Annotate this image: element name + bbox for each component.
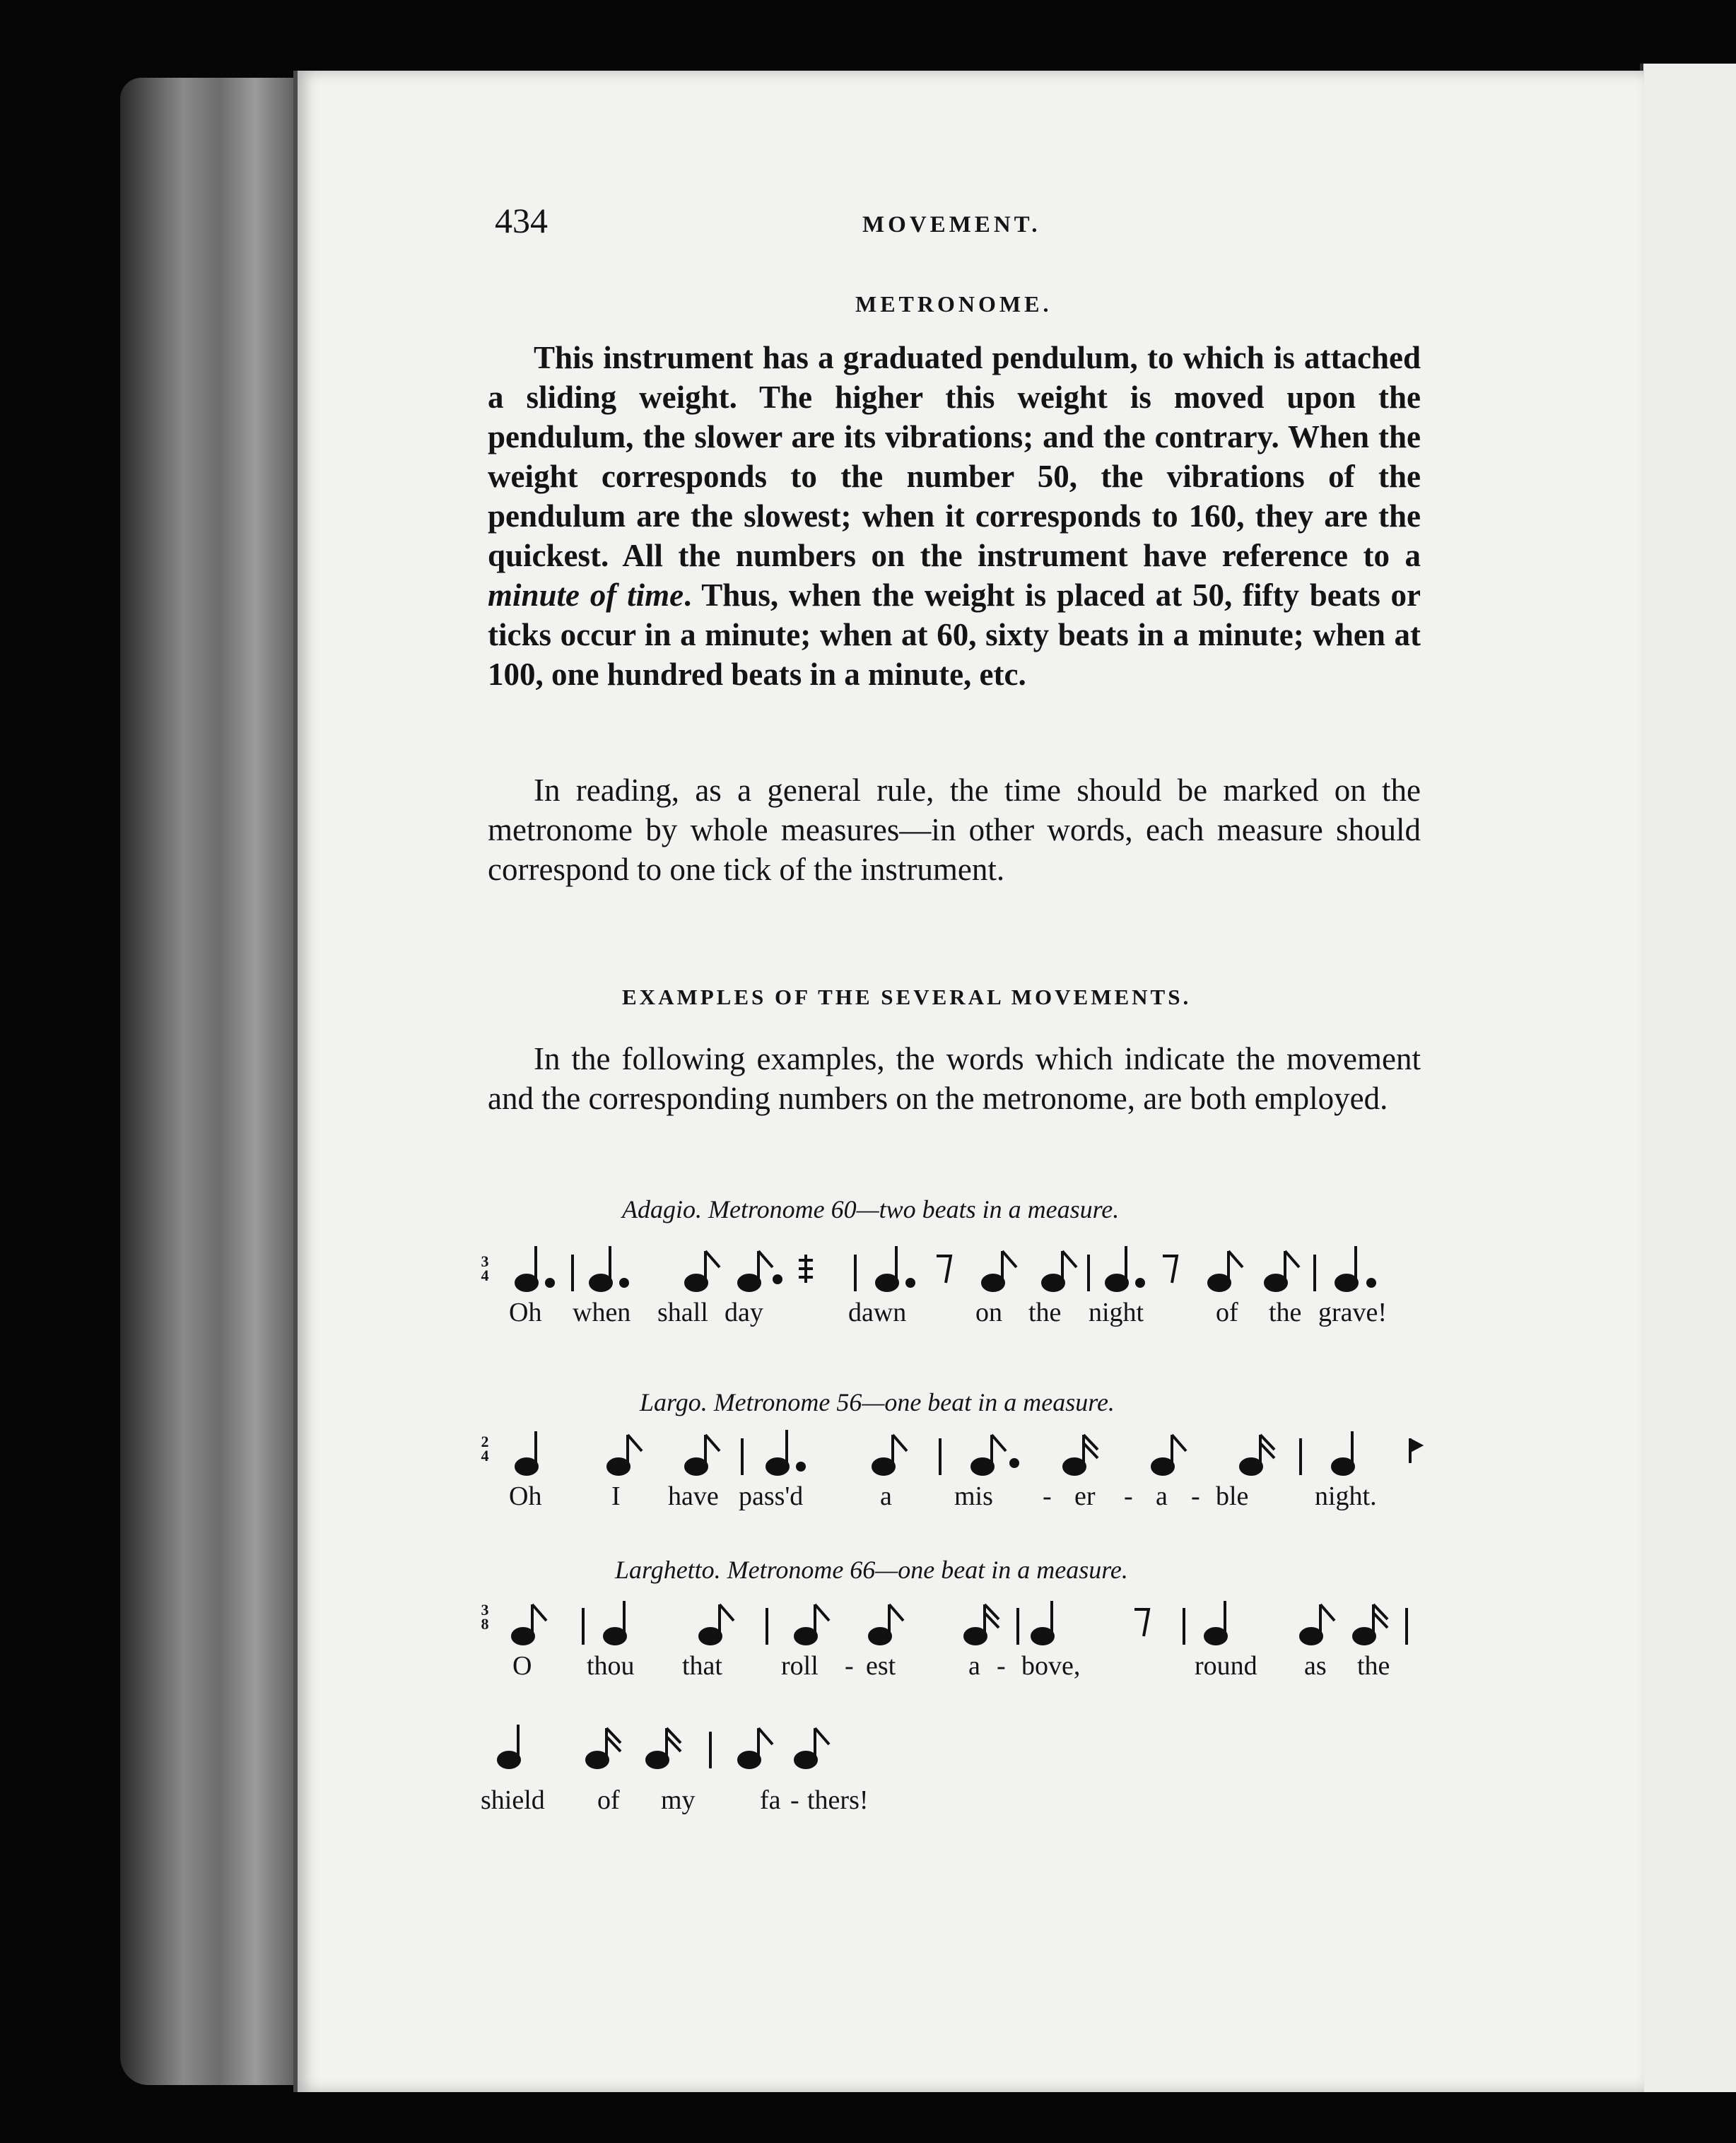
lyric-syllable: my xyxy=(661,1785,696,1815)
lyric-syllable: when xyxy=(573,1298,631,1327)
lyric-syllable: night. xyxy=(1315,1481,1377,1511)
lyric-syllable: fa xyxy=(760,1785,781,1815)
lyric-syllable: mis xyxy=(954,1481,993,1511)
paragraph-metronome-description: This instrument has a graduated pendulum, to which is attached a sliding weight. The higher this weight is moved upon the pendulum, the slower are its vibrations; and the contrary. When the weight corresponds to the number 50, the vibrations of the pendulum are the slowest; when it corresponds to 160, they are the quickest. All the numbers on the instrument have reference to a minute of time. Thus, when the weight is placed at 50, fifty beats or ticks occur in a minute; when at 60, sixty beats in a minute; when at 100, one hundred beats in a minute, etc. xyxy=(488,340,1421,692)
lyric-syllable: night xyxy=(1089,1298,1144,1327)
lyric-syllable: a xyxy=(968,1651,980,1681)
lyric-syllable: round xyxy=(1195,1651,1257,1681)
note xyxy=(972,1435,1018,1474)
lyric-syllable: est xyxy=(866,1651,896,1681)
lyric-syllable: thers! xyxy=(807,1785,869,1815)
note xyxy=(873,1435,907,1474)
note xyxy=(516,1246,553,1291)
lyric-syllable: ble xyxy=(1216,1481,1249,1511)
time-sig-top: 3 xyxy=(481,1252,489,1270)
note xyxy=(767,1430,804,1474)
time-sig-bottom: 4 xyxy=(481,1447,489,1464)
note xyxy=(1410,1438,1421,1463)
note xyxy=(937,1256,951,1283)
lyrics-larghetto xyxy=(495,1650,1435,1686)
facing-page-edge xyxy=(1640,64,1736,2092)
lyric-syllable: O xyxy=(512,1651,532,1681)
example-caption-larghetto: Larghetto. Metronome 66—one beat in a measure. xyxy=(615,1556,1128,1584)
lyric-syllable: have xyxy=(668,1481,719,1511)
lyric-syllable: on xyxy=(975,1298,1002,1327)
note xyxy=(590,1246,628,1291)
note xyxy=(498,1725,520,1768)
time-sig-top: 2 xyxy=(481,1433,489,1450)
lyric-syllable: of xyxy=(597,1785,620,1815)
lyric-syllable: the xyxy=(1269,1298,1302,1327)
rhythm-notation-larghetto-continued xyxy=(452,1718,947,1774)
note xyxy=(516,1431,537,1474)
lyric-syllable: a xyxy=(1156,1481,1168,1511)
lyric-syllable: day xyxy=(725,1298,763,1327)
lyric-syllable: shall xyxy=(657,1298,708,1327)
example-caption-adagio: Adagio. Metronome 60—two beats in a measure. xyxy=(622,1195,1120,1223)
note xyxy=(739,1251,781,1291)
note xyxy=(604,1601,626,1644)
note xyxy=(1205,1601,1226,1644)
note xyxy=(983,1251,1016,1291)
rhythm-notation-largo xyxy=(495,1424,1435,1481)
time-sig-bottom: 4 xyxy=(481,1267,489,1284)
paragraph-reading-rule: In reading, as a general rule, the time should be marked on the metronome by whole measures—in other words, each measure should correspond to one tick of the instrument. xyxy=(488,773,1421,887)
note xyxy=(869,1604,903,1644)
note xyxy=(799,1255,813,1283)
note xyxy=(965,1604,999,1644)
note xyxy=(1265,1251,1299,1291)
lyric-syllable: the xyxy=(1028,1298,1062,1327)
lyric-syllable: Oh xyxy=(509,1481,542,1511)
note xyxy=(1032,1601,1053,1644)
note xyxy=(608,1435,642,1474)
note xyxy=(686,1435,720,1474)
lyric-syllable: Oh xyxy=(509,1298,542,1327)
rhythm-notation-adagio xyxy=(495,1240,1435,1297)
time-signature-2-4 xyxy=(478,1435,492,1463)
lyric-syllable: pass'd xyxy=(739,1481,804,1511)
time-sig-bottom: 8 xyxy=(481,1615,489,1633)
lyric-syllable: shield xyxy=(481,1785,545,1815)
lyric-syllable: grave! xyxy=(1318,1298,1388,1327)
note xyxy=(1134,1609,1149,1636)
note xyxy=(795,1728,829,1768)
time-sig-top: 3 xyxy=(481,1601,489,1619)
note xyxy=(1152,1435,1186,1474)
note xyxy=(1241,1435,1274,1474)
section-title: METRONOME. xyxy=(855,291,1052,317)
note xyxy=(1301,1604,1335,1644)
lyric-syllable: dawn xyxy=(848,1298,907,1327)
lyrics-largo xyxy=(495,1481,1435,1516)
note xyxy=(1163,1256,1177,1283)
note xyxy=(1354,1604,1388,1644)
lyric-syllable: - xyxy=(790,1785,799,1815)
lyric-syllable: I xyxy=(611,1481,621,1511)
note xyxy=(1209,1251,1243,1291)
lyric-syllable: thou xyxy=(587,1651,635,1681)
lyric-syllable: roll xyxy=(781,1651,819,1681)
lyric-syllable: of xyxy=(1216,1298,1238,1327)
running-head: MOVEMENT. xyxy=(862,212,1041,237)
note xyxy=(647,1728,681,1768)
lyrics-larghetto-continued xyxy=(452,1785,947,1820)
note xyxy=(1064,1435,1098,1474)
lyric-syllable: that xyxy=(682,1651,722,1681)
note xyxy=(1332,1431,1354,1474)
lyric-syllable: as xyxy=(1304,1651,1327,1681)
note xyxy=(686,1251,720,1291)
lyric-syllable: the xyxy=(1357,1651,1390,1681)
note xyxy=(1043,1251,1077,1291)
time-signature-3-8 xyxy=(478,1603,492,1631)
time-signature-3-4 xyxy=(478,1252,492,1284)
page-number: 434 xyxy=(495,201,548,240)
paragraph-examples-intro: In the following examples, the words which indicate the movement and the corresponding numbers on the metronome, are both employed. xyxy=(488,1041,1421,1116)
note xyxy=(1106,1246,1144,1291)
lyrics-adagio xyxy=(495,1297,1435,1332)
lyric-syllable: - xyxy=(1043,1481,1052,1511)
note xyxy=(700,1604,734,1644)
book-page-edges xyxy=(120,78,300,2085)
lyric-syllable: - xyxy=(845,1651,854,1681)
note xyxy=(1336,1246,1375,1291)
examples-heading: EXAMPLES OF THE SEVERAL MOVEMENTS. xyxy=(622,985,1192,1009)
lyric-syllable: er xyxy=(1074,1481,1096,1511)
note xyxy=(876,1246,914,1291)
rhythm-notation-larghetto xyxy=(495,1594,1435,1650)
lyric-syllable: - xyxy=(997,1651,1006,1681)
lyric-syllable: - xyxy=(1124,1481,1133,1511)
lyric-syllable: bove, xyxy=(1021,1651,1081,1681)
emphasis-minute-of-time: minute of time xyxy=(488,577,684,613)
lyric-syllable: a xyxy=(880,1481,892,1511)
note xyxy=(512,1604,546,1644)
example-caption-largo: Largo. Metronome 56—one beat in a measure. xyxy=(640,1388,1115,1416)
note xyxy=(795,1604,829,1644)
note xyxy=(739,1728,773,1768)
note xyxy=(587,1728,621,1768)
lyric-syllable: - xyxy=(1191,1481,1200,1511)
